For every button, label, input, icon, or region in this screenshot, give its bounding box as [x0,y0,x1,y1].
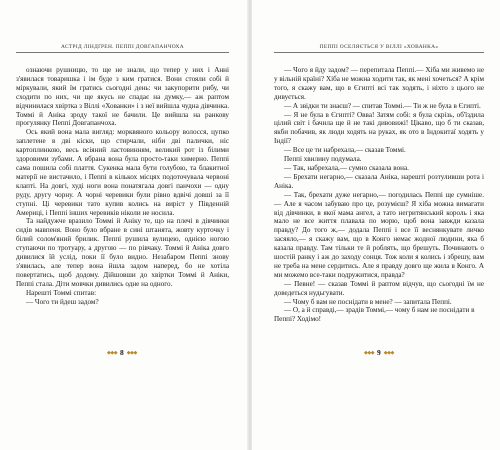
page-number-value: 9 [377,348,381,357]
header-rule [16,52,229,53]
header-rule [274,52,484,53]
paragraph: — Брехати негарно,— сказала Аніка, нарешті розтуливши рота і Аніка. [274,172,484,190]
body-text [16,66,229,306]
right-page [252,0,500,450]
paragraph: — Чого ти йдеш задом? [26,297,99,306]
page-number-value: 8 [120,348,124,357]
paragraph: — Так, набрехала,— сумно сказала вона. [284,163,409,172]
paragraph: Ось який вона мала вигляд: морквяного кольору волосся, цупко заплетене в дві кіски, що стирчали, ніби дві палички, ніс картоплинкою, весь всіяний ластовинням, великий рот із білими здоровими зубами. А вбрана вона була просто-таки химерно. Пеппі сама пошила собі плаття. Сукенка мала бути голубою, та блакитної матерії не вистачило, і Пеппі в кількох місцях подоточувала червоні клапті. На довгі, худі ноги вона понатягала довгі панчохи — одну руду, другу чорну. А чорні черевики були рівно вдвічі довші за її ступні. Ці черевики тато купив колись на виріст у Південній Америці, і Пеппі інших черевиків ніколи не носила. [16,128,229,217]
paragraph: — Чому б вам не поснідати в мене? — запитала Пеппі. [284,297,452,306]
body-text [274,66,484,324]
ornament-icon: ◆◆◆ [364,350,375,356]
ornament-icon: ◆◆◆ [107,350,118,356]
paragraph: — А звідки ти знаєш? — спитав Томмі.— Ти ж не була в Єгипті. [284,101,481,110]
paragraph: — О, а й справді,— зрадів Томмі,— чому б нам не поснідати в Пеппі? Ходімо! [274,306,475,324]
paragraph: — Так, брехати дуже негарно,— погодилась Пеппі ще сумніше.— Але я часом забуваю про це, розумієш? Я хіба можна вимагати від дівчинки, в якої мама ангел, а тато негритянський король і яка мало не все життя плавала по морю, щоб вона завжди казала правду? До того ж,— додала Пеппі і все її веснянкувате личко засяяло,— я скажу вам, що в Конго немає жодної людини, яка б казала правду. Там тільки те й роблять, що брешуть. Починають о шостій ранку і аж до заходу сонця. Тож коли я колись і збрешу, вам не треба на мене сердитись. Але я правду довго ще жила в Конго. А ми можемо все-таки подружитися, правда? [274,190,484,279]
running-head: АСТРІД ЛІНДҐРЕН. ПЕППІ ДОВГАПАНЧОХА [60,44,185,50]
paragraph: — Все це ти набрехала,— сказав Томмі. [284,146,406,155]
ornament-icon: ◆◆◆ [383,350,394,356]
paragraph: — Певне! — сказав Томмі й раптом відчув, що сьогодні їм не доведеться нудьгувати. [274,279,484,297]
paragraph: — Я не була в Єгипті? Овва! Затям собі: я була скрізь, об'їздила цілий світ і бачила ще й не такі дивовижі! Цікаво, що б ти сказав, якби побачив, як люди ходять на руках, як ото в Індокитаї ходять у Індії? [274,110,484,146]
paragraph: Та найдужче вразило Томмі й Аніку те, що на плечі в дівчинки сидів мавпеня. Воно було вбране в сині штанята, жовту курточку і білий солом'яний брилик. Пеппі рушила вулицею, однією ногою ступаючи по тротуару, а другою — по рівчаку. Томмі й Аніка довго дивилися їй услід, поки її було видно. Незабаром Пеппі знову з'явилась, але тепер вона йшла задом наперед, бо не хотіла повертатись, щоб додому. Дійшовши до хвіртки Томмі й Аніки, Пеппі стала. Діти мовчки дивились одне на одного. [16,217,229,288]
page-number [364,348,394,357]
paragraph: ознаючи рушницю, то ще не знали, що тепер у них і Анні з'явилася товаришка і ім буде з ким гратися. Вони стояли собі й міркували, який їм гратись сьогодні день: чи закупорити рибу, чи сходити по них, чи ще якусь не спадає на думку,— аж раптом відчинилася хвіртка з Віллі «Хованки» і з неї вийшла чудна дівчинка. Томмі й Аніка зроду такої не бачили. Це вийшла на ранкову прогулянку Пеппі Довгапанчоха. [16,66,229,128]
running-head: ПЕППІ ОСЕЛЯЄТЬСЯ У ВІЛЛІ «ХОВАНКА» [319,44,439,50]
paragraph: Пеппі хвилину подумала. [284,155,362,164]
ornament-icon: ◆◆◆ [126,350,137,356]
page-number [107,348,137,357]
paragraph: — Чого я йду задом? — перепитала Пеппі.— Хіба ми живемо не у вільній країні? Хіба не можна ходити так, як мені хочеться? А крім того, я скажу вам, що в Єгипті всі так ходять, і ніхто з цього не дивується. [274,66,484,101]
left-page [0,0,248,450]
paragraph: Нарешті Томмі спитав: [26,288,97,297]
